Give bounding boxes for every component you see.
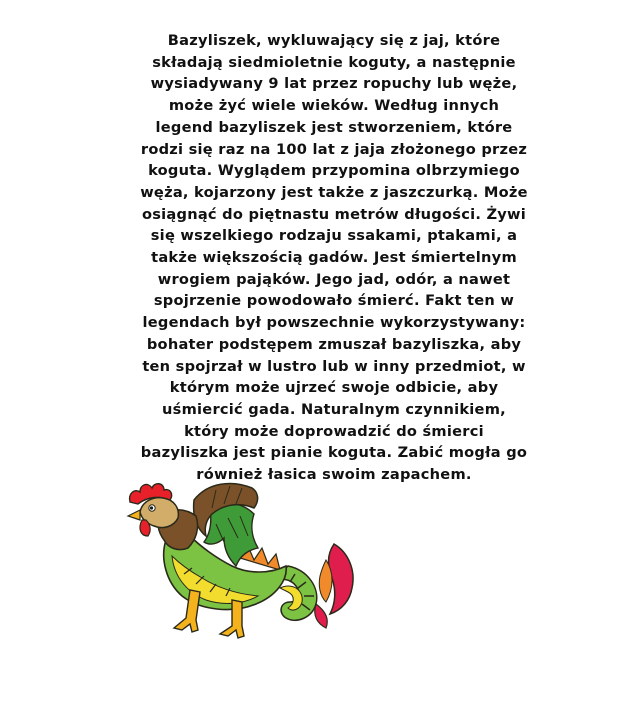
eye-pupil bbox=[150, 506, 153, 509]
tail-fin-lower bbox=[315, 604, 328, 628]
tail bbox=[272, 544, 353, 628]
legend-text: Bazyliszek, wykluwający się z jaj, które składają siedmioletnie koguty, a następnie wysiadywany 9 lat przez ropuchy lub węże, może żyć wiele wieków. Według innych legend bazyliszek jest stworzeniem, które rodzi się raz na 100 lat z jaja złożonego przez koguta. Wyglądem przypomina olbrzymiego węża, kojarzony jest także z jaszczurką. Może osiągnąć do piętnastu metrów długości. Żywi się wszelkiego rodzaju ssakami, ptakami, a także większością gadów. Jest śmiertelnym wrogiem pająków. Jego jad, odór, a nawet spojrzenie powodowało śmierć. Fakt ten w legendach był powszechnie wykorzystywany: bohater podstępem zmuszał bazyliszka, aby ten spojrzał w lustro lub w inny przedmiot, w którym może ujrzeć swoje odbicie, aby uśmiercić gada. Naturalnym czynnikiem, który może doprowadzić do śmierci bazyliszka jest pianie koguta. Zabić mogła go również łasica swoim zapachem. bbox=[140, 32, 528, 484]
basilisk-illustration bbox=[120, 478, 370, 648]
beak bbox=[128, 510, 140, 520]
wattle bbox=[140, 520, 150, 536]
